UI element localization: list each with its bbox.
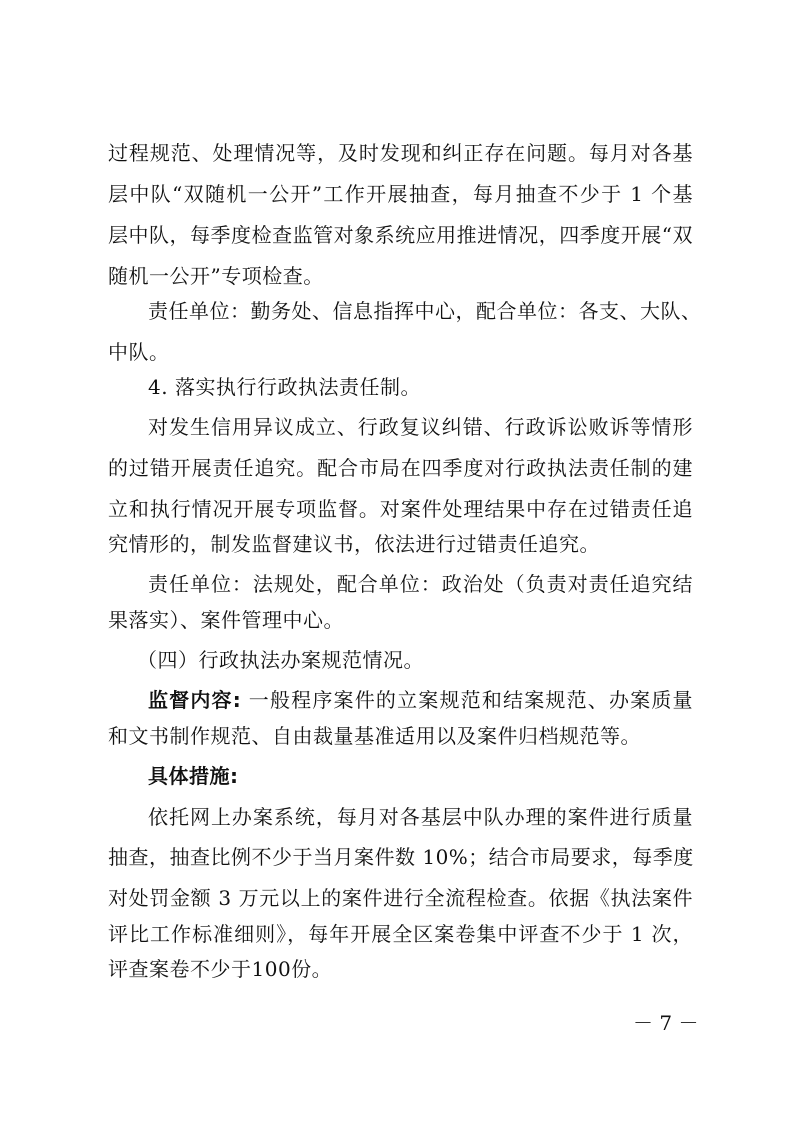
section-heading: 4. 落实执行行政执法责任制。 — [148, 375, 421, 399]
bold-label: 监督内容: — [148, 688, 242, 712]
paragraph-line: 果落实）、案件管理中心。 — [108, 608, 344, 632]
section-heading: （四）行政执法办案规范情况。 — [137, 648, 424, 672]
paragraph-line: 层中队“双随机一公开”工作开展抽查，每月抽查不少于 1 个基 — [108, 182, 693, 206]
paragraph-line: 和文书制作规范、自由裁量基准适用以及案件归档规范等。 — [108, 724, 641, 748]
paragraph-line: 责任单位：勤务处、信息指挥中心，配合单位：各支、大队、 — [148, 299, 702, 323]
paragraph-line — [148, 762, 693, 790]
paragraph-line: 依托网上办案系统，每月对各基层中队办理的案件进行质量 — [148, 805, 693, 829]
paragraph-line: 评比工作标准细则》，每年开展全区案卷集中评查不少于 1 次， — [108, 922, 693, 946]
paragraph-line: 立和执行情况开展专项监督。对案件处理结果中存在过错责任追 — [108, 497, 693, 521]
paragraph-line: 的过错开展责任追究。配合市局在四季度对行政执法责任制的建 — [108, 456, 693, 480]
paragraph-line: 中队。 — [108, 340, 170, 364]
paragraph-line: 评查案卷不少于100份。 — [108, 957, 333, 981]
paragraph-line: 对发生信用异议成立、行政复议纠错、行政诉讼败诉等情形 — [148, 415, 693, 439]
paragraph-line: 层中队，每季度检查监管对象系统应用推进情况，四季度开展“双 — [108, 223, 693, 247]
paragraph-line: 抽查，抽查比例不少于当月案件数 10%；结合市局要求，每季度 — [108, 845, 694, 869]
bold-label: 具体措施: — [148, 764, 239, 788]
page-number: － 7 － — [633, 1011, 699, 1035]
paragraph-line: 究情形的，制发监督建议书，依法进行过错责任追究。 — [108, 532, 600, 556]
paragraph-line: 责任单位：法规处，配合单位：政治处（负责对责任追究结 — [148, 572, 693, 596]
paragraph-line: 随机一公开”专项检查。 — [108, 264, 324, 288]
paragraph-text: 一般程序案件的立案规范和结案规范、办案质量 — [241, 688, 694, 712]
paragraph-line: 对处罚金额 3 万元以上的案件进行全流程检查。依据《执法案件 — [108, 886, 693, 910]
paragraph-line: 过程规范、处理情况等，及时发现和纠正存在问题。每月对各基 — [108, 141, 693, 165]
paragraph-line — [148, 686, 693, 714]
